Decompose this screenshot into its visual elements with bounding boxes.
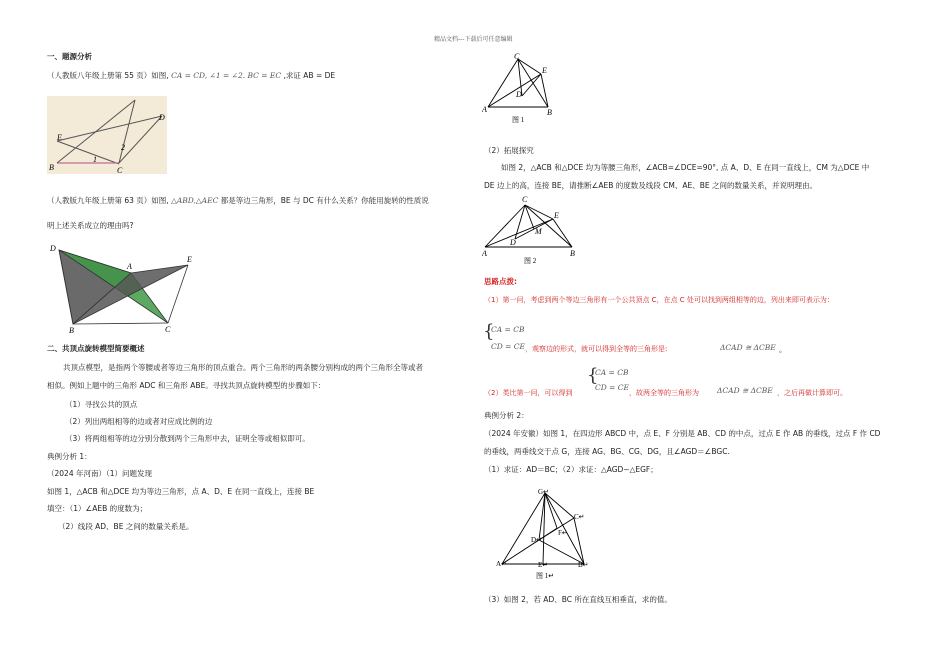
fig5-label-c: C↵ bbox=[574, 513, 585, 521]
fig5-label-f: F↵ bbox=[558, 529, 568, 537]
hint-title: 思路点拨: bbox=[484, 277, 517, 286]
step-2: （2）列出两组相等的边或者对应成比例的边 bbox=[65, 417, 213, 426]
fig4-caption: 图 2 bbox=[524, 257, 537, 265]
fig2-label-c: C bbox=[165, 325, 171, 334]
system-1-brace: { bbox=[483, 321, 495, 342]
fig2-label-a: A bbox=[127, 262, 132, 271]
system-2-line-1: CA = CB bbox=[595, 368, 629, 377]
fig4-label-a: A bbox=[482, 249, 487, 258]
example-2-para-4: （3）如图 2，若 AD、BC 所在直线互相垂直，求的值。 bbox=[484, 595, 672, 604]
fig3-label-a: A bbox=[482, 105, 487, 114]
fig5-label-a: A↵ bbox=[496, 560, 507, 568]
fig3-label-b: B bbox=[547, 108, 552, 117]
fig1-label-e: E bbox=[57, 133, 62, 142]
section-1-title: 一、题源分析 bbox=[47, 52, 92, 61]
system-2-line-2: CD = CE bbox=[595, 383, 630, 392]
hint-2-mid: ，故两全等的三角形为 bbox=[629, 389, 699, 397]
problem-2-text-cont: 明上述关系成立的理由吗? bbox=[47, 221, 134, 230]
step-3: （3）将两组相等的边分别分散到两个三角形中去，证明全等或相似即可。 bbox=[65, 434, 310, 443]
problem-2-math: △ABD,△AEC bbox=[171, 196, 219, 205]
fig4-label-b: B bbox=[570, 249, 575, 258]
q2-title: （2）拓展探究 bbox=[484, 146, 534, 155]
fig1-label-2: 2 bbox=[121, 143, 125, 152]
example-1-para-1: 如图 1，△ACB 和△DCE 均为等边三角形，点 A、D、E 在同一直线上，连接 BE bbox=[47, 487, 315, 496]
hint-1: （1）第一问，考虑到两个等边三角形有一个公共顶点 C，在点 C 处可以找到两组相等的边，列出来即可表示为： bbox=[484, 296, 834, 304]
system-1-result: ΔCAD ≅ ΔCBE bbox=[720, 343, 776, 352]
system-1-end: 。 bbox=[779, 345, 787, 354]
figure-example-2-fig1 bbox=[494, 484, 604, 588]
fig3-caption: 图 1 bbox=[512, 116, 525, 124]
system-1-text: ，观察边的形式，就可以得到全等的三角形是: bbox=[525, 345, 668, 353]
q2-para-2: DE 边上的高，连接 BE，请推断∠AEB 的度数及线段 CM、AE、BE 之间的数量关系，并说明理由。 bbox=[484, 181, 818, 190]
hint-2-end: ，之后再做计算即可。 bbox=[777, 389, 847, 397]
fig2-label-d: D bbox=[50, 244, 56, 253]
example-1-para-3: （2）线段 AD、BE 之间的数量关系是。 bbox=[58, 522, 194, 531]
fig5-caption: 图 1↵ bbox=[536, 572, 555, 580]
fig1-label-d: D bbox=[159, 113, 165, 122]
section-2-title: 二、共顶点旋转模型简要概述 bbox=[47, 344, 145, 353]
example-1-para-2: 填空：（1）∠AEB 的度数为； bbox=[47, 504, 148, 513]
q2-para-1: 如图 2，△ACB 和△DCE 均为等腰三角形，∠ACB=∠DCE=90°, 点 A、D、E 在同一直线上，CM 为△DCE 中 bbox=[501, 163, 870, 172]
fig4-label-d: D bbox=[510, 238, 516, 247]
system-1-line-2: CD = CE bbox=[491, 342, 526, 351]
example-1-source: （2024 年河南）（1）问题发现 bbox=[47, 469, 152, 478]
figure-textbook-1 bbox=[47, 96, 167, 178]
section-2-para-1: 共顶点模型，是指两个等腰或者等边三角形的顶点重合。两个三角形的两条腰分别构成的两个三角形全等或者 bbox=[63, 363, 423, 372]
example-2-para-2: 的垂线，两垂线交于点 G，连接 AG、BG、CG、DG，且∠AGD＝∠BGC. bbox=[484, 447, 730, 456]
fig4-label-m: M bbox=[535, 227, 542, 236]
problem-1-math: CA = CD, ∠1 = ∠2. BC = EC bbox=[171, 71, 282, 80]
fig5-label-g: G↵ bbox=[538, 488, 549, 496]
fig3-label-d: D bbox=[516, 90, 522, 99]
system-1-line-1: CA = CB bbox=[491, 325, 525, 334]
system-2-brace: { bbox=[587, 365, 599, 386]
example-1-title: 典例分析 1： bbox=[47, 452, 92, 461]
page-header: 精品文档---下载后可任意编辑 bbox=[434, 36, 513, 43]
fig2-label-e: E bbox=[187, 255, 192, 264]
figure-textbook-2 bbox=[47, 240, 197, 339]
problem-2-text: （人教版九年级上册第 63 页）如图, △ABD,△AEC 都是等边三角形，BE 与 DC 有什么关系？你能用旋转的性质说 bbox=[47, 196, 429, 205]
fig3-label-e: E bbox=[542, 66, 547, 75]
problem-1-text: （人教版八年级上册第 55 页）如图, CA = CD, ∠1 = ∠2. BC = EC ,求证 AB = DE bbox=[47, 71, 336, 80]
figure-example-1-fig1 bbox=[482, 52, 562, 128]
figure-example-1-fig2 bbox=[482, 193, 582, 269]
section-2-para-2: 相似。例如上题中的三角形 ADC 和三角形 ABE。寻找共顶点旋转模型的步骤如下： bbox=[47, 381, 326, 390]
fig4-label-e: E bbox=[554, 211, 559, 220]
example-2-para-1: （2024 年安徽）如图 1，在四边形 ABCD 中，点 E、F 分别是 AB、CD 的中点，过点 E 作 AB 的垂线，过点 F 作 CD bbox=[484, 429, 881, 438]
example-2-title: 典例分析 2： bbox=[484, 411, 529, 420]
fig5-label-d: D↵ bbox=[531, 536, 542, 544]
example-2-para-3: （1）求证：AD＝BC；（2）求证：△AGD∽△EGF； bbox=[484, 465, 658, 474]
fig5-label-e: E↵ bbox=[538, 561, 549, 569]
fig3-label-c: C bbox=[514, 52, 520, 61]
fig4-label-c: C bbox=[522, 195, 528, 204]
step-1: （1）寻找公共的顶点 bbox=[65, 400, 138, 409]
system-2-result: ΔCAD ≅ ΔCBE bbox=[717, 386, 773, 395]
fig5-label-b: B↵ bbox=[578, 561, 589, 569]
fig1-label-c: C bbox=[117, 166, 123, 174]
fig1-label-b: B bbox=[49, 163, 54, 172]
fig2-label-b: B bbox=[69, 326, 74, 335]
hint-2-start: （2）类比第一问，可以得到 bbox=[484, 389, 573, 397]
fig1-label-1: 1 bbox=[93, 155, 97, 164]
